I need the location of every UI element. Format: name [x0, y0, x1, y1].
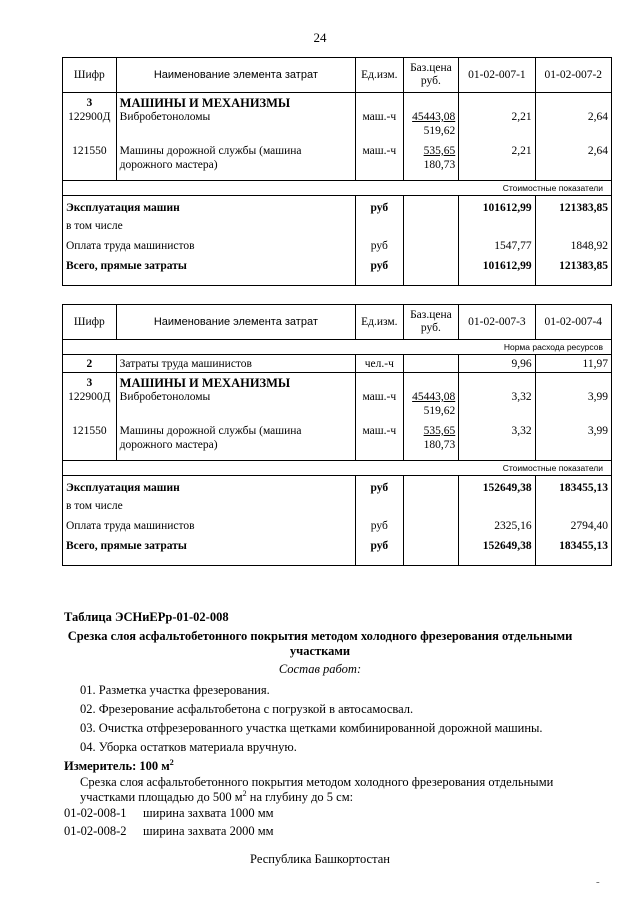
section-row	[63, 373, 612, 391]
work-step: 03. Очистка отфрезерованного участка щетками комбинированной дорожной машины.	[80, 721, 543, 735]
description-line2: участками площадью до 500 $м^2$ на глубину до 5 см:	[80, 789, 354, 805]
summary-wage-row: Оплата труда машинистов руб 1547,77 1848,92	[63, 239, 612, 259]
variant-label: ширина захвата 2000 мм	[143, 824, 274, 838]
margin-mark: -	[596, 876, 600, 888]
header-name: Наименование элемента затрат	[116, 305, 355, 340]
work-step: 01. Разметка участка фрезерования.	[80, 683, 270, 697]
section-code: 3	[63, 93, 117, 111]
page-footer: Республика Башкортостан	[250, 852, 390, 866]
section-row	[63, 93, 612, 111]
page-number: 24	[313, 30, 327, 45]
header-col2: 01-02-007-2	[535, 58, 611, 93]
summary-wage-row: Оплата труда машинистов руб 2325,16 2794,40	[63, 519, 612, 539]
table-row: 121550 Машины дорожной службы (машина дорожного мастера) маш.-ч 535,65 180,73 2,21 2,64	[63, 144, 612, 180]
header-col1: 01-02-007-1	[459, 58, 535, 93]
section-code: 3	[63, 373, 117, 391]
table-row: 122900Д Вибробетоноломы маш.-ч 45443,08 519,62 3,32 3,99	[63, 390, 612, 424]
measure-unit: Измеритель: 100 $м^2$	[64, 758, 174, 774]
header-unit: Ед.изм.	[356, 305, 403, 340]
estimate-table-1	[62, 57, 612, 286]
work-step: 02. Фрезерование асфальтобетона с погрузкой в автосамосвал.	[80, 702, 414, 716]
header-unit: Ед.изм.	[356, 58, 403, 93]
summary-total-row: Всего, прямые затраты руб 152649,38 183455,13	[63, 539, 612, 565]
header-name: Наименование элемента затрат	[116, 58, 355, 93]
table-row: 121550 Машины дорожной службы (машина дорожного мастера) маш.-ч 535,65 180,73 3,32 3,99	[63, 424, 612, 460]
header-price: Баз.цена руб.	[403, 58, 459, 93]
variant-label: ширина захвата 1000 мм	[143, 806, 274, 820]
section-title-line2: участками	[289, 644, 351, 658]
resource-norm-banner: Норма расхода ресурсов	[63, 340, 612, 355]
table-row: 122900Д Вибробетоноломы маш.-ч 45443,08 519,62 2,21 2,64	[63, 110, 612, 144]
labor-row: 2 Затраты труда машинистов чел.-ч 9,96 11,97	[63, 355, 612, 373]
summary-incl-row: в том числе	[63, 499, 612, 519]
table-header-row	[63, 58, 612, 93]
cost-indicators-banner: Стоимостные показатели	[63, 180, 612, 195]
variant-code: 01-02-008-2	[64, 824, 127, 838]
estimate-table-2	[62, 304, 612, 566]
summary-total-row: Всего, прямые затраты руб 101612,99 121383,85	[63, 259, 612, 285]
summary-ops-row: Эксплуатация машин руб 101612,99 121383,85	[63, 195, 612, 219]
table-header-row	[63, 305, 612, 340]
header-code: Шифр	[63, 305, 117, 340]
header-col2: 01-02-007-4	[535, 305, 611, 340]
header-code: Шифр	[63, 58, 117, 93]
work-step: 04. Уборка остатков материала вручную.	[80, 740, 297, 754]
summary-ops-row: Эксплуатация машин руб 152649,38 183455,13	[63, 475, 612, 499]
section-title: МАШИНЫ И МЕХАНИЗМЫ	[116, 93, 355, 111]
description-line1: Срезка слоя асфальтобетонного покрытия методом холодного фрезерования отдельными	[80, 775, 554, 789]
summary-incl-row: в том числе	[63, 219, 612, 239]
cost-indicators-banner: Стоимостные показатели	[63, 460, 612, 475]
section-title: МАШИНЫ И МЕХАНИЗМЫ	[116, 373, 355, 391]
table-id: Таблица ЭСНиЕРр-01-02-008	[64, 610, 229, 624]
header-price: Баз.цена руб.	[403, 305, 459, 340]
header-col1: 01-02-007-3	[459, 305, 535, 340]
section-title-line1: Срезка слоя асфальтобетонного покрытия методом холодного фрезерования отдельными	[67, 629, 573, 643]
variant-code: 01-02-008-1	[64, 806, 127, 820]
composition-heading: Состав работ:	[278, 662, 362, 676]
